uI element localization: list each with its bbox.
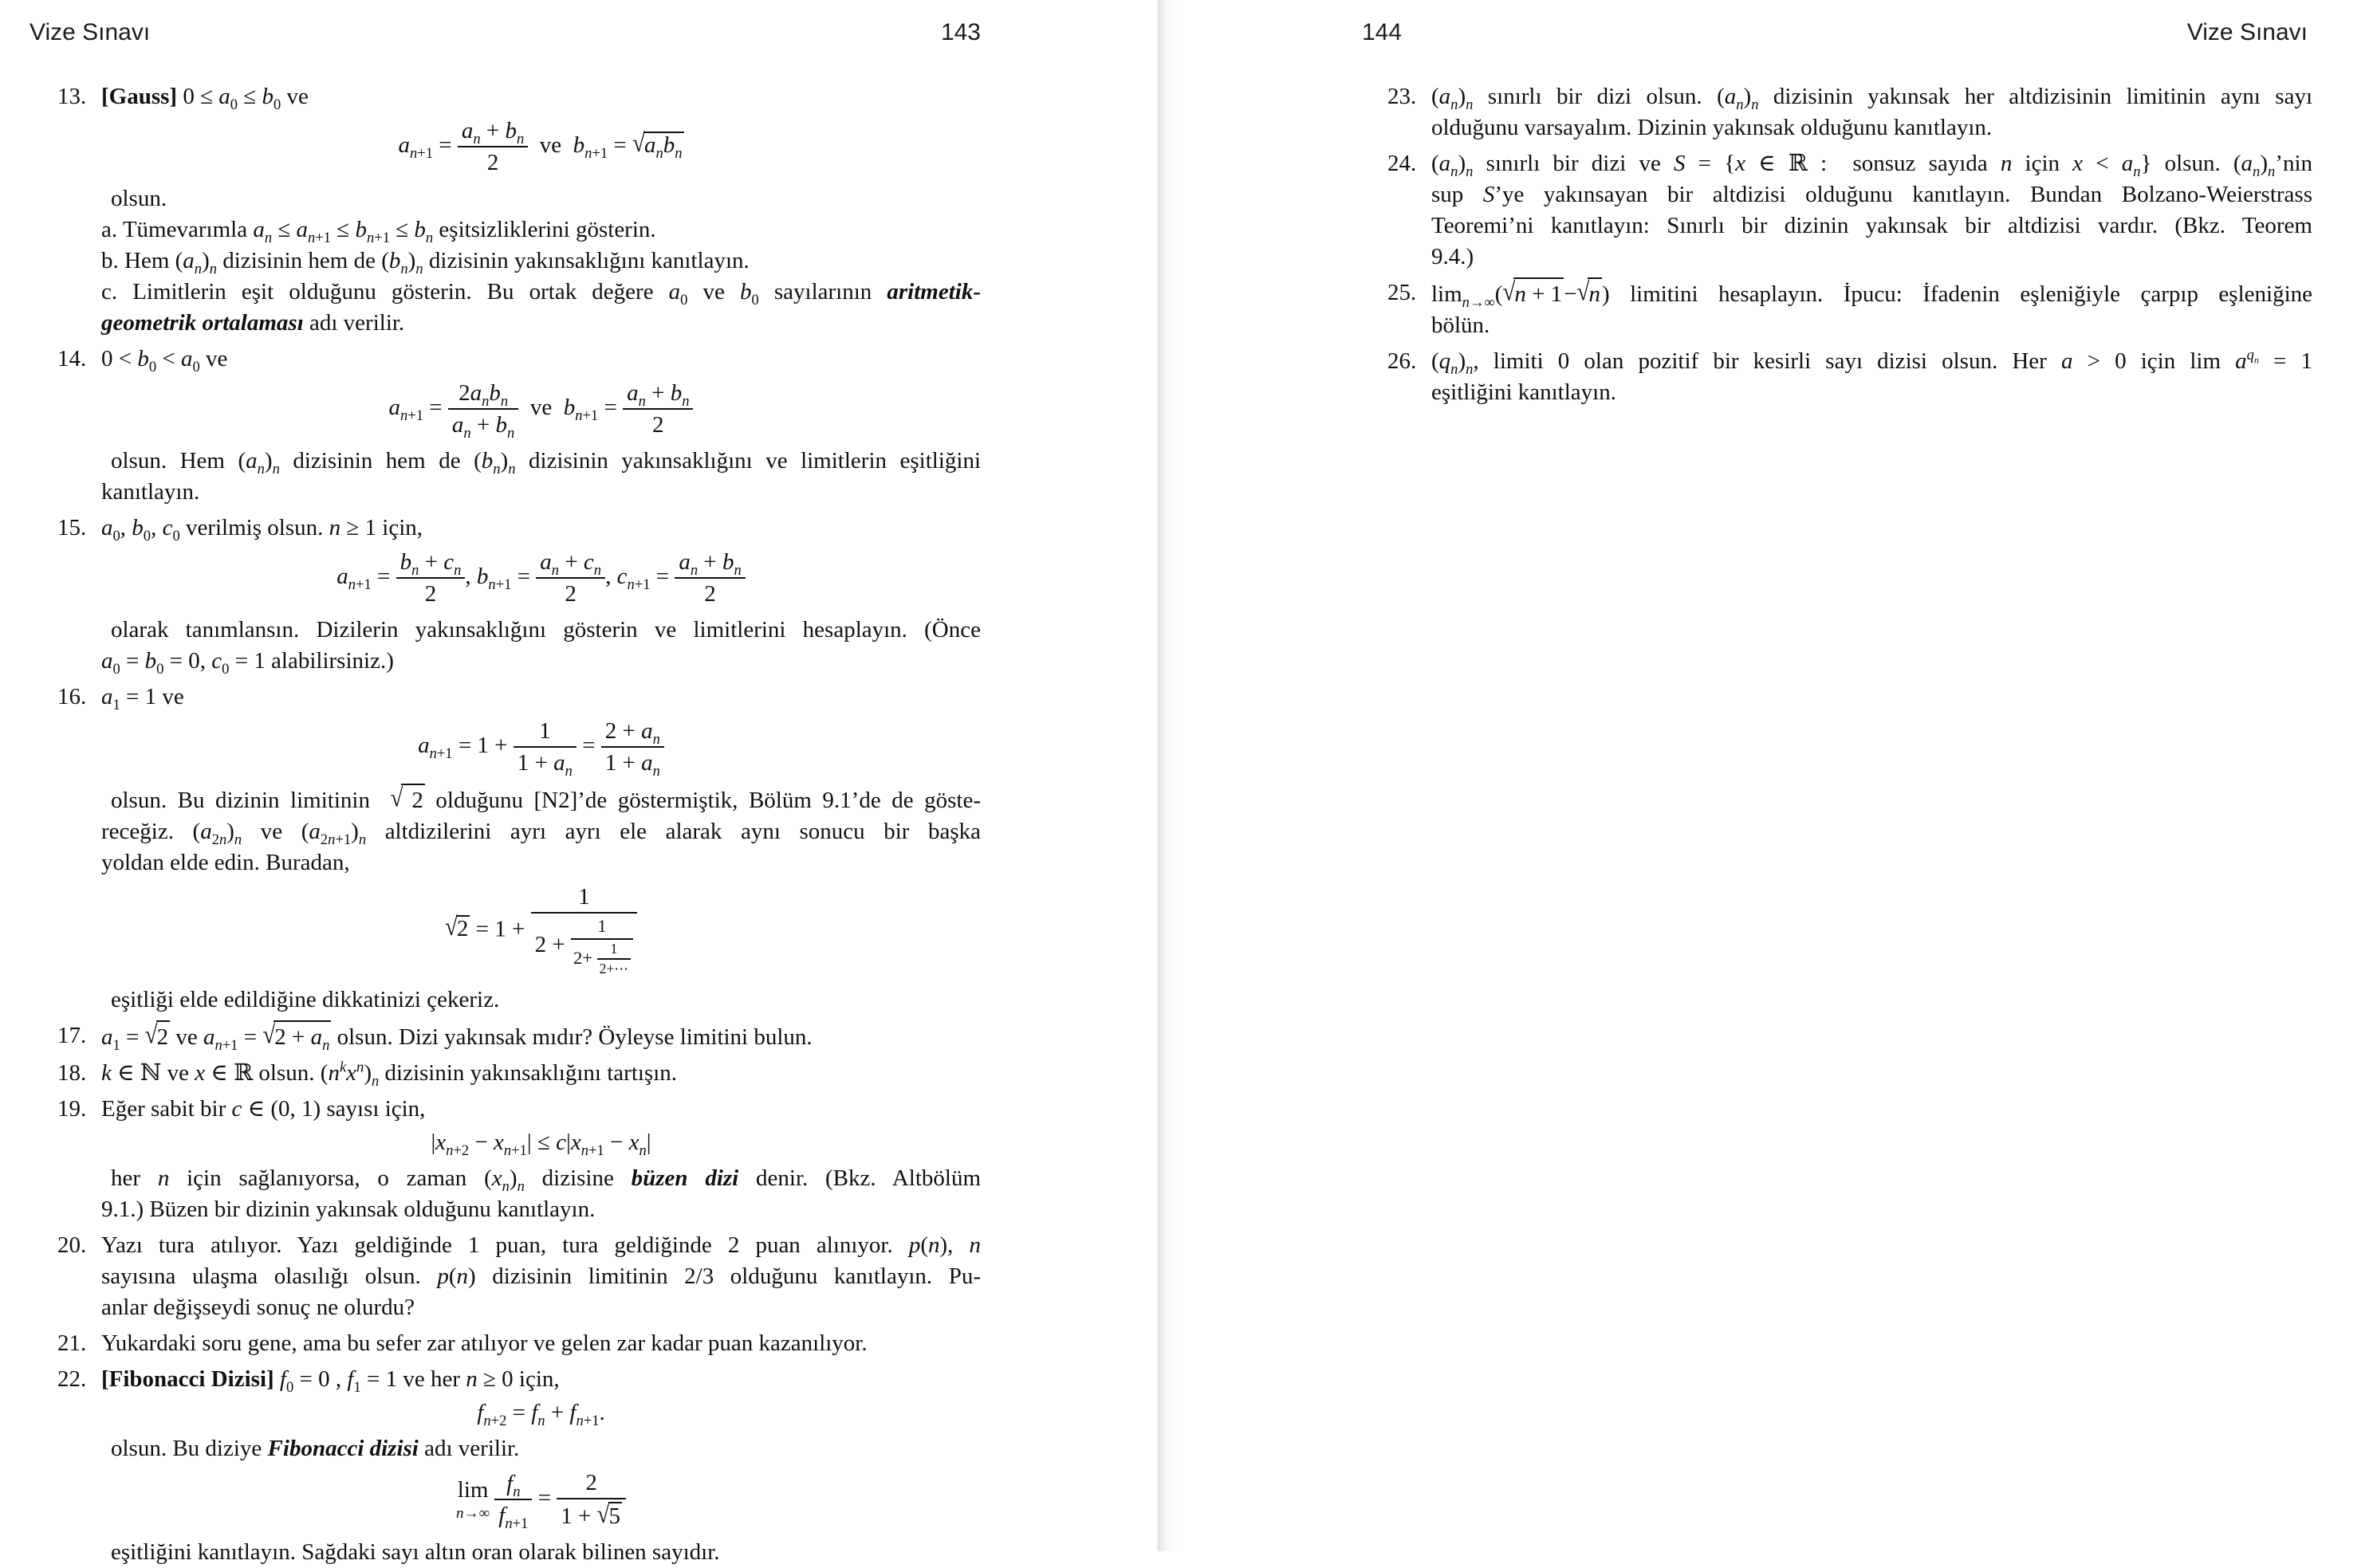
text-line: geometrik ortalaması adı verilir. [101,309,405,336]
text-line: eşitliği elde edildiğine dikkatinizi çekeriz. [111,987,500,1013]
text-line: Teoremi’ni kanıtlayın: Sınırlı bir dizinin yakınsak bir altdizisi vardır. (Bkz. Teorem [1431,213,2312,238]
text-line: kanıtlayın. [101,478,200,505]
problem-body [101,1364,981,1568]
text-line: anlar değişseydi sonuç ne olurdu? [101,1294,415,1320]
problem-item [1387,81,2312,143]
paragraph [101,1094,981,1125]
problem-number: 25. [1387,280,1417,305]
problem-number: 24. [1387,151,1417,176]
running-header-title: Vize Sınavı [30,19,151,45]
paragraph [101,81,981,112]
running-header [30,19,981,46]
text-line: $a_0 = b_0 = 0$, $c_0 = 1$ alabilirsiniz.) [101,647,394,678]
paragraph [101,183,981,214]
text-line: k ∈ ℕ ve x ∈ ℝ olsun. $(n^kx^n)_n$ dizisinin yakınsaklığını tartışın. [101,1059,678,1090]
paragraph [1431,148,2312,273]
paragraph [101,344,981,375]
problem-item [57,344,981,508]
text-line: $a_1 = 1$ ve [101,683,184,713]
paragraph [101,1537,981,1568]
problem-number: 14. [57,345,87,371]
paragraph [1431,346,2312,408]
paragraph [101,214,981,246]
text-line: $(q_n)_n$, limiti 0 olan pozitif bir kesirli sayı dizisi olsun. Her a > 0 için $\lim a^{q_n} = 1$ [1431,347,2313,378]
display-formula: $f_{n+2} = f_n + f_{n+1}$. [477,1399,605,1429]
problem-body [101,81,981,339]
paragraph [101,1020,981,1053]
display-formula: √2 = 1 + 1 2 + 1 2+ $\frac{1}{2+\cdots}$ [101,884,981,977]
problem-number: 19. [57,1096,87,1122]
paragraph [101,1230,981,1323]
text-line: b. Hem $(a_n)_n$ dizisinin hem de $(b_n)_n$ dizisinin yakınsaklığını kanıtlayın. [101,247,750,277]
paragraph [101,1163,981,1225]
problem-body [101,513,981,677]
problem-body [101,1020,981,1053]
problem-body [1431,346,2312,408]
text-line: olsun. Bu dizinin limitinin √ 2 olduğunu [N2]’de göstermiştik, Bölüm 9.1’de de göste- [101,784,981,816]
problem-number: 23. [1387,84,1417,109]
text-line: Eğer sabit bir c ∈ (0, 1) sayısı için, [101,1096,426,1122]
text-line: $(a_n)_n$ sınırlı bir dizi ve S = {x ∈ ℝ : sonsuz sayıda n için $x < a_n$} olsun. $(a_n)_n’nin$ [1431,151,2312,180]
paragraph [101,446,981,508]
running-header [1362,19,2308,46]
problem-number: 15. [57,514,87,540]
problem-number: 13. [57,84,87,109]
text-line: $\lim_{n\to\infty}(√n + 1-√n)$ limitini hesaplayın. İpucu: İfadenin eşleniğiyle çarpıp eşleniğine [1431,277,2312,311]
text-line: sayısına ulaşma olasılığı olsun. p(n) dizisinin limitinin 2/3 olduğunu kanıtlayın. Pu- [101,1263,981,1289]
problem-number: 17. [57,1023,87,1049]
problem-item [57,1020,981,1053]
text-line: 9.4.) [1431,244,1474,269]
text-line: $(a_n)_n$ sınırlı bir dizi olsun. $(a_n)_n$ dizisinin yakınsak her altdizisinin limitinin aynı sayı [1431,84,2312,113]
problem-item [57,1058,981,1089]
paragraph [101,1364,981,1395]
problem-item [57,81,981,339]
text-line: $0 < b_0 < a_0$ ve [101,345,228,375]
text-line: a. Tümevarımla $a_n \le a_{n+1} \le b_{n+1} \le b_n$ eşitsizliklerini gösterin. [101,216,656,246]
display-formula: lim n→∞ $\frac{f_n}{f_{n+1}}$ = $\frac{2}{1 + √5}$ [101,1470,981,1530]
problem-item [1387,346,2312,408]
text-line: [Gauss] $0 \le a_0 \le b_0$ ve [101,84,309,113]
display-formula: $a_{n+1}$ = $\frac{2a_nb_n}{a_n + b_n}$ ve $b_{n+1}$ = $\frac{a_n + b_n}{2}$ [101,380,981,438]
problem-item [57,682,981,1016]
page-left [0,0,1156,1565]
page-number: 144 [1362,19,1403,45]
problem-body [101,1094,981,1225]
text-line: Yazı tura atılıyor. Yazı geldiğinde 1 puan, tura geldiğinde 2 puan alınıyor. p(n), n [101,1232,981,1258]
display-formula: $|x_{n+2} - x_{n+1}| \le c|x_{n+1} - x_n|$ [431,1130,651,1159]
text-line: receğiz. $(a_{2n})_n$ ve $(a_{2n+1})_n$ altdizilerini ayrı ayrı ele alarak aynı sonucu bir başka [101,818,982,848]
text-line: $a_1 = √2$ ve $a_{n+1} = √2 + a_n$ olsun. Dizi yakınsak mıdır? Öyleyse limitini bulun. [101,1020,813,1054]
paragraph [101,277,981,339]
problem-number: 20. [57,1232,87,1258]
text-line: c. Limitlerin eşit olduğunu gösterin. Bu ortak değere $a_0$ ve $b_0$ sayılarının aritmetik- [101,278,981,308]
text-line: olsun. Hem $(a_n)_n$ dizisinin hem de $(b_n)_n$ dizisinin yakınsaklığını ve limitlerin eşitliğini [111,447,982,477]
paragraph [101,615,981,677]
problem-list [1387,81,2312,408]
text-line: olduğunu varsayalım. Dizinin yakınsak olduğunu kanıtlayın. [1431,115,1993,140]
text-line: eşitliğini kanıtlayın. [1431,379,1616,405]
page-number: 143 [940,19,981,45]
problem-item [1387,277,2312,341]
text-line: olarak tanımlansın. Dizilerin yakınsaklığını gösterin ve limitlerini hesaplayın. (Önce [111,616,981,643]
text-line: [Fibonacci Dizisi] $f_0 = 0$ , $f_1 = 1$ ve her n ≥ 0 için, [101,1366,560,1396]
paragraph [101,784,981,878]
problem-item [57,1230,981,1323]
paragraph [101,1433,981,1464]
problem-item [1387,148,2312,273]
problem-number: 26. [1387,348,1417,374]
paragraph [101,513,981,544]
problem-body [101,1328,981,1359]
text-line: bölün. [1431,312,1490,338]
problem-number: 18. [57,1060,87,1087]
problem-body [101,1058,981,1089]
paragraph [101,1058,981,1089]
paragraph [101,984,981,1016]
problem-number: 21. [57,1330,87,1356]
text-line: 9.1.) Büzen bir dizinin yakınsak olduğunu kanıtlayın. [101,1196,596,1222]
problem-body [101,682,981,1016]
page-right [1179,0,2373,1551]
problem-item [57,1364,981,1568]
text-line: yoldan elde edin. Buradan, [101,849,350,875]
problem-body [1431,277,2312,341]
text-line: eşitliğini kanıtlayın. Sağdaki sayı altın oran olarak bilinen sayıdır. [111,1539,720,1565]
problem-body [1431,81,2312,143]
text-line: $a_0$, $b_0$, $c_0$ verilmiş olsun. n ≥ 1 için, [101,514,423,544]
problem-item [57,1094,981,1225]
paragraph [101,682,981,713]
problem-item [57,1328,981,1359]
paragraph [101,1328,981,1359]
running-header-title: Vize Sınavı [2186,19,2308,45]
page-gutter-divider [1156,0,1179,1551]
display-formula: $a_{n+1}$ = $\frac{a_n + b_n}{2}$ ve $b_{n+1} = √a_nb_n$ [398,118,683,176]
problem-list [57,81,981,1568]
text-line: sup S’ye yakınsayan bir altdizisi olduğunu kanıtlayın. Bundan Bolzano-Weierstrass [1431,182,2312,207]
display-formula: $a_{n+1} = 1$ + $\frac{1}{1 + a_n}$ = $\frac{2 + a_n}{1 + a_n}$ [101,718,981,776]
text-line: olsun. Bu diziye Fibonacci dizisi adı verilir. [111,1435,520,1461]
paragraph [1431,277,2312,341]
problem-number: 22. [57,1366,87,1392]
display-formula: $a_{n+1}$ = $\frac{b_n + c_n}{2}$ , $b_{n+1}$ = $\frac{a_n + c_n}{2}$ , $c_{n+1}$ = $\frac{a_n + b_n}{2}$ [101,549,981,607]
text-line: olsun. [111,185,167,211]
paragraph [1431,81,2312,143]
problem-body [1431,148,2312,273]
problem-number: 16. [57,683,87,709]
problem-item [57,513,981,677]
problem-body [101,1230,981,1323]
text-line: Yukardaki soru gene, ama bu sefer zar atılıyor ve gelen zar kadar puan kazanılıyor. [101,1330,868,1356]
problem-body [101,344,981,508]
paragraph [101,246,981,277]
text-line: her n için sağlanıyorsa, o zaman $(x_n)_n$ dizisine büzen dizi denir. (Bkz. Altbölüm [111,1165,982,1195]
